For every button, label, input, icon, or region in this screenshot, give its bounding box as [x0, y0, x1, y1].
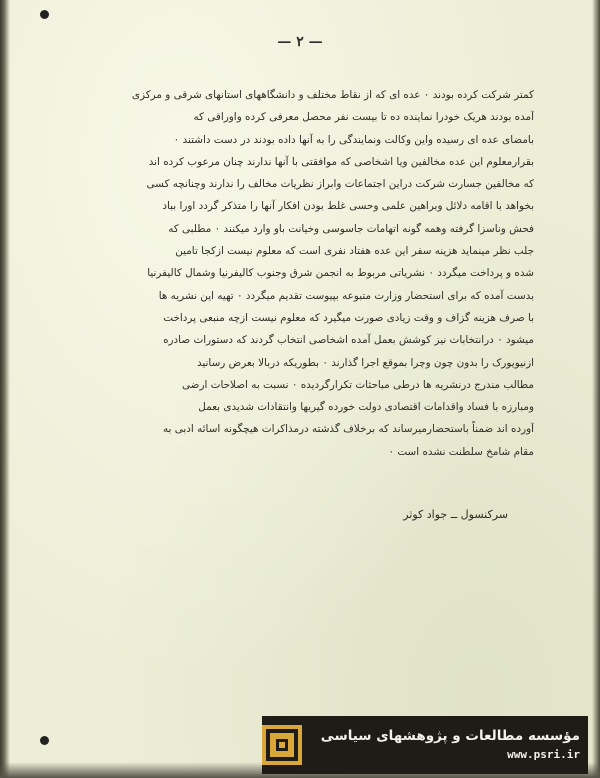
signature-line: سرکنسول ــ جواد کوثر — [403, 508, 508, 521]
text-line: کمتر شرکت کرده بودند ۰ عده ای که از نقاط مختلف و دانشگاههای استانهای شرقی و مرکزی — [131, 89, 534, 101]
letter-body — [66, 84, 534, 463]
text-line: بدست آمده که برای استحضار وزارت متبوعه بپیوست تقدیم میگردد ۰ تهیه این نشریه ها — [158, 289, 534, 302]
text-line: آمده بودند هریک خودرا نماینده ده تا بیست نفر محصل معرفی کرده واوراقی که — [193, 111, 534, 124]
text-line: میشود ۰ درانتخابات نیز کوشش بعمل آمده اشخاصی انتخاب گردند که دستورات صادره — [163, 334, 534, 347]
scan-edge-left — [0, 0, 10, 778]
punch-hole-bottom — [40, 736, 49, 745]
text-line: ومبارزه با فساد واقدامات اقتصادی دولت خورده گیریها وانتقادات شدیدی بعمل — [198, 401, 534, 414]
text-line: ازنیویورک را بدون چون وچرا بموقع اجرا گذارند ۰ بطوریکه دربالا بعرض رسانید — [196, 356, 534, 369]
text-line: فحش وناسزا گرفته وهمه گونه اتهامات جاسوسی وخیانت باو وارد میکنند ۰ مطلبی که — [168, 222, 534, 235]
psri-logo-icon — [262, 725, 302, 765]
punch-hole-top — [40, 10, 49, 19]
text-line: شده و پرداخت میگردد ۰ نشریاتی مربوط به انجمن شرق وجنوب کالیفرنیا وشمال کالیفرنیا — [147, 267, 534, 280]
text-line: که مخالفین جسارت شرکت دراین اجتماعات وابراز نظریات مخالف را ندارند وچنانچه کسی — [146, 178, 534, 191]
page-number: — ٢ — — [277, 34, 323, 50]
text-line: آورده اند ضمناً باستحضارمیرساند که برخلاف گذشته درمذاکرات هیچگونه اسائه ادبی به — [162, 423, 534, 436]
text-line: مقام شامخ سلطنت نشده است ۰ — [388, 445, 534, 458]
text-line: جلب نظر مینماید هزینه سفر این عده هفتاد نفری است که معلوم نیست ازکجا تامین — [175, 245, 534, 258]
text-line: بقرارمعلوم این عده مخالفین ویا اشخاصی که موافقتی با آنها ندارند چنان مرعوب کرده اند — [148, 155, 534, 168]
text-line: بخواهد با اقامه دلائل وبراهین علمی وحسی غلط بودن افکار آنها را متذکر گردد اورا بباد — [162, 200, 534, 213]
text-line: مطالب مندرج درنشریه ها درطی مباحثات تکرارگردیده ۰ نسبت به اصلاحات ارضی — [181, 378, 534, 391]
publisher-name: مؤسسه مطالعات و پژوهشهای سیاسی — [320, 728, 580, 744]
text-line: بامضای عده ای رسیده واین وکالت ونمایندگی را به آنها داده بودند در دست داشتند ۰ — [173, 133, 534, 146]
publisher-url: www.psri.ir — [507, 748, 580, 761]
text-line: با صرف هزینه گزاف و وقت زیادی صورت میگیرد که معلوم نیست ازچه منبعی پرداخت — [163, 311, 534, 324]
scan-edge-right — [592, 0, 600, 778]
publisher-watermark — [262, 716, 588, 774]
